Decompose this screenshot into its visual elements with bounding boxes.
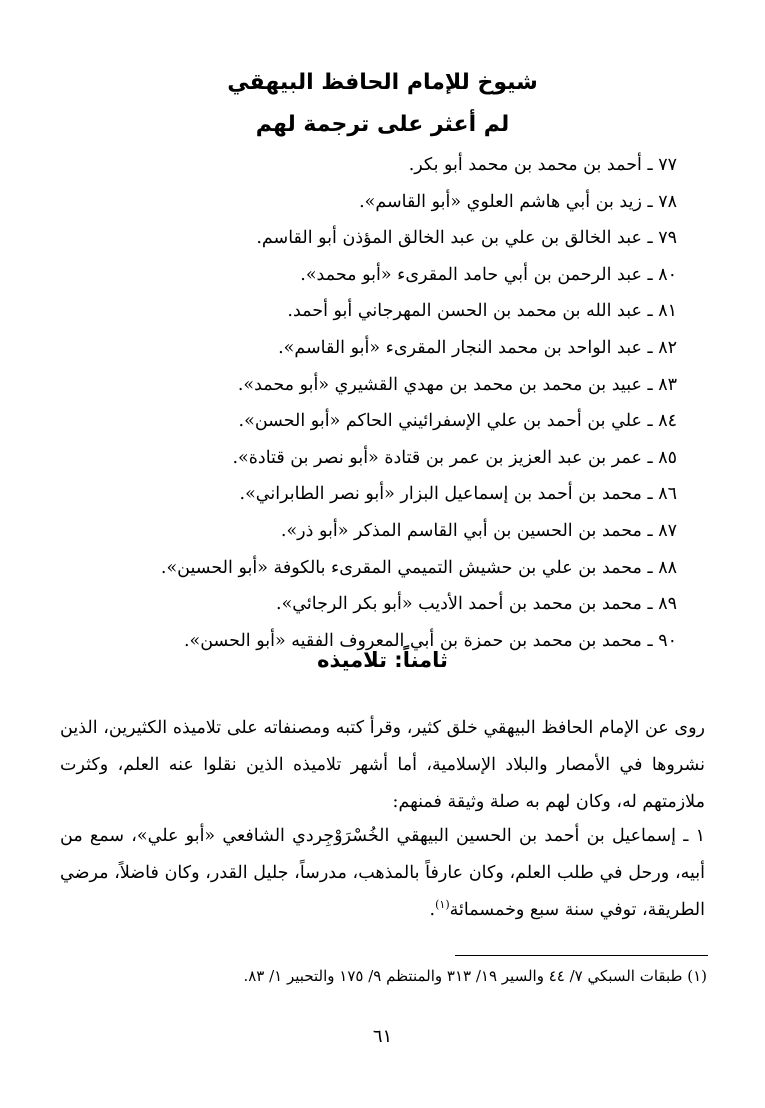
list-item: ٨٠ ـ عبد الرحمن بن أبي حامد المقرىء «أبو محمد». — [300, 264, 677, 285]
list-item: ٨٤ ـ علي بن أحمد بن علي الإسفرائيني الحاكم «أبو الحسن». — [238, 411, 677, 432]
list-item: ٨٣ ـ عبيد بن محمد بن محمد بن مهدي القشيري «أبو محمد». — [237, 374, 677, 395]
footnote: (١) طبقات السبكي ٧/ ٤٤ والسير ١٩/ ٣١٣ والمنتظم ٩/ ١٧٥ والتحبير ١/ ٨٣. — [243, 967, 707, 985]
list-item: ٨٨ ـ محمد بن علي بن حشيش التميمي المقرىء بالكوفة «أبو الحسين». — [160, 557, 677, 578]
section-title: ثامناً: تلاميذه — [317, 648, 448, 672]
student-entry — [60, 818, 705, 929]
student-text: ١ ـ إسماعيل بن أحمد بن الحسين البيهقي الخُسْرَوْجِردي الشافعي «أبو علي»، سمع من أبيه، ورحل في طلب العلم، وكان عارفاً بالمذهب، مدرساً، جليل القدر، وكان فاضلاً، مرضي الطريقة، توفي سنة سبع وخمسمائة — [60, 825, 705, 920]
list-item: ٩٠ ـ محمد بن محمد بن حمزة بن أبي المعروف الفقيه «أبو الحسن». — [183, 630, 677, 651]
shuyukh-list — [57, 147, 677, 659]
list-item: ٨٩ ـ محمد بن محمد بن أحمد الأديب «أبو بكر الرجائي». — [276, 594, 677, 615]
footnote-divider — [455, 955, 708, 956]
page-subtitle: لم أعثر على ترجمة لهم — [255, 112, 510, 137]
list-item: ٨٢ ـ عبد الواحد بن محمد النجار المقرىء «أبو القاسم». — [278, 337, 677, 358]
list-item: ٧٧ ـ أحمد بن محمد بن محمد أبو بكر. — [408, 155, 677, 175]
list-item: ٧٨ ـ زيد بن أبي هاشم العلوي «أبو القاسم». — [359, 191, 677, 212]
footnote-ref: (١) — [435, 897, 450, 911]
list-item: ٨٥ ـ عمر بن عبد العزيز بن عمر بن قتادة «أبو نصر بن قتادة». — [232, 447, 677, 468]
intro-paragraph: روى عن الإمام الحافظ البيهقي خلق كثير، وقرأ كتبه ومصنفاته على تلاميذه الكثيرين، الذين نشروها في الأمصار والبلاد الإسلامية، أما أشهر تلاميذه الذين نقلوا عنه العلم، وكثرت ملازمتهم له، وكان لهم به صلة وثيقة فمنهم: — [60, 717, 705, 812]
list-item: ٧٩ ـ عبد الخالق بن علي بن عبد الخالق المؤذن أبو القاسم. — [256, 228, 677, 249]
list-item: ٨٧ ـ محمد بن الحسين بن أبي القاسم المذكر «أبو ذر». — [280, 520, 677, 541]
list-item: ٨٦ ـ محمد بن أحمد بن إسماعيل البزار «أبو نصر الطابراني». — [239, 484, 677, 505]
list-item: ٨١ ـ عبد الله بن محمد بن الحسن المهرجاني أبو أحمد. — [287, 301, 677, 322]
page-title: شيوخ للإمام الحافظ البيهقي — [227, 70, 538, 95]
student-end: . — [429, 899, 436, 920]
page-number: ٦١ — [372, 1026, 393, 1047]
